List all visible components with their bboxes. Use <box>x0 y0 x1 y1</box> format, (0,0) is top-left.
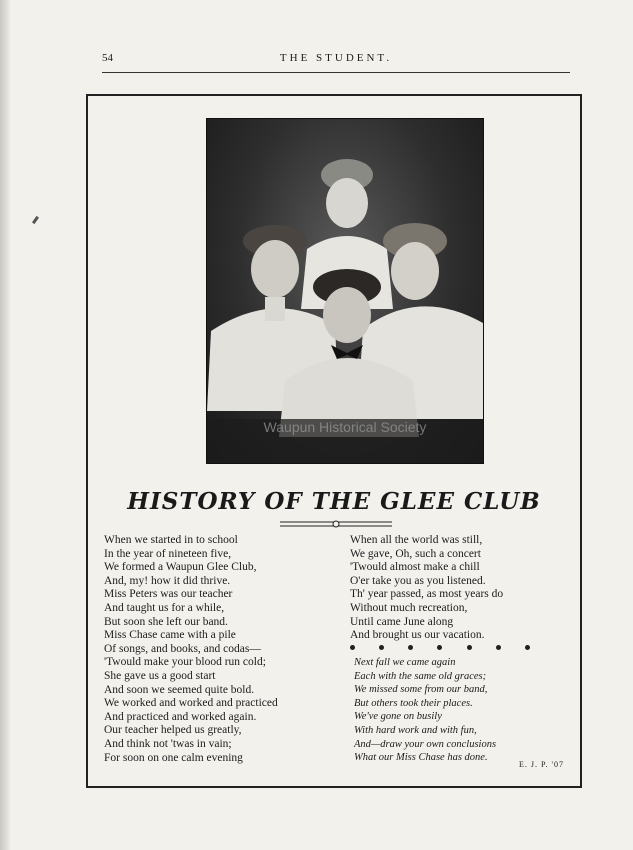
title-ornament-rule <box>280 520 392 528</box>
publication-title: THE STUDENT. <box>279 52 393 64</box>
divider-dot <box>350 645 355 650</box>
poem-line: Until came June along <box>350 615 454 628</box>
poem-line: And practiced and worked again. <box>104 710 257 723</box>
poem-line: We worked and worked and practiced <box>104 697 278 710</box>
article-frame <box>86 94 582 788</box>
divider-dot <box>437 645 442 650</box>
header-rule <box>102 72 570 73</box>
stanza-line: Each with the same old graces; <box>354 670 487 682</box>
divider-dot <box>379 645 384 650</box>
poem-right-column <box>350 534 503 643</box>
section-divider-dots <box>350 642 530 652</box>
poem-line: Of songs, and books, and codas— <box>104 642 261 655</box>
poem-line: Th' year passed, as most years do <box>350 588 504 601</box>
running-header <box>102 52 570 70</box>
stanza-line: We missed some from our band, <box>354 684 488 696</box>
poem-line: We gave, Oh, such a concert <box>350 547 481 560</box>
poem-line: 'Twould make your blood run cold; <box>104 656 266 669</box>
poem-line: In the year of nineteen five, <box>104 547 232 560</box>
stanza-line: And—draw your own conclusions <box>354 738 497 750</box>
poem-line: Our teacher helped us greatly, <box>104 724 242 737</box>
poem-line: And brought us our vacation. <box>350 629 485 642</box>
author-signature: E. J. P. '07 <box>518 760 564 769</box>
poem-line: Without much recreation, <box>350 601 468 614</box>
poem-line: Miss Chase came with a pile <box>104 629 236 642</box>
page-binding-edge <box>0 0 10 850</box>
poem-line: But soon she left our band. <box>104 615 228 628</box>
divider-dot <box>525 645 530 650</box>
stanza-line: We've gone on busily <box>354 711 442 723</box>
poem-line: When all the world was still, <box>350 534 483 546</box>
stanza-line: But others took their places. <box>354 697 473 709</box>
poem-line: And think not 'twas in vain; <box>104 737 232 750</box>
italic-stanza <box>354 656 496 765</box>
poem-line: Miss Peters was our teacher <box>104 588 233 601</box>
watermark: Waupun Historical Society <box>263 419 427 435</box>
stanza-line: What our Miss Chase has done. <box>354 752 488 764</box>
poem-line: For soon on one calm evening <box>104 751 243 764</box>
poem-line: And taught us for a while, <box>104 601 225 614</box>
divider-dot <box>467 645 472 650</box>
stanza-line: Next fall we came again <box>354 657 456 668</box>
poem-line: And soon we seemed quite bold. <box>104 683 255 696</box>
stanza-line: With hard work and with fun, <box>354 724 477 736</box>
poem-line: She gave us a good start <box>104 669 216 682</box>
group-photo <box>206 118 484 464</box>
poem-line: When we started in to school <box>104 534 238 546</box>
four-girls-portrait <box>207 119 483 463</box>
divider-dot <box>408 645 413 650</box>
poem-line: 'Twould almost make a chill <box>350 561 480 574</box>
page-number: 54 <box>102 52 113 64</box>
poem-line: And, my! how it did thrive. <box>104 574 231 587</box>
poem-line: O'er take you as you listened. <box>350 574 486 587</box>
poem-left-column <box>104 534 278 765</box>
divider-dot <box>496 645 501 650</box>
margin-ink-mark <box>32 216 39 224</box>
article-title: HISTORY OF THE GLEE CLUB <box>127 488 541 515</box>
poem-line: We formed a Waupun Glee Club, <box>104 561 257 574</box>
